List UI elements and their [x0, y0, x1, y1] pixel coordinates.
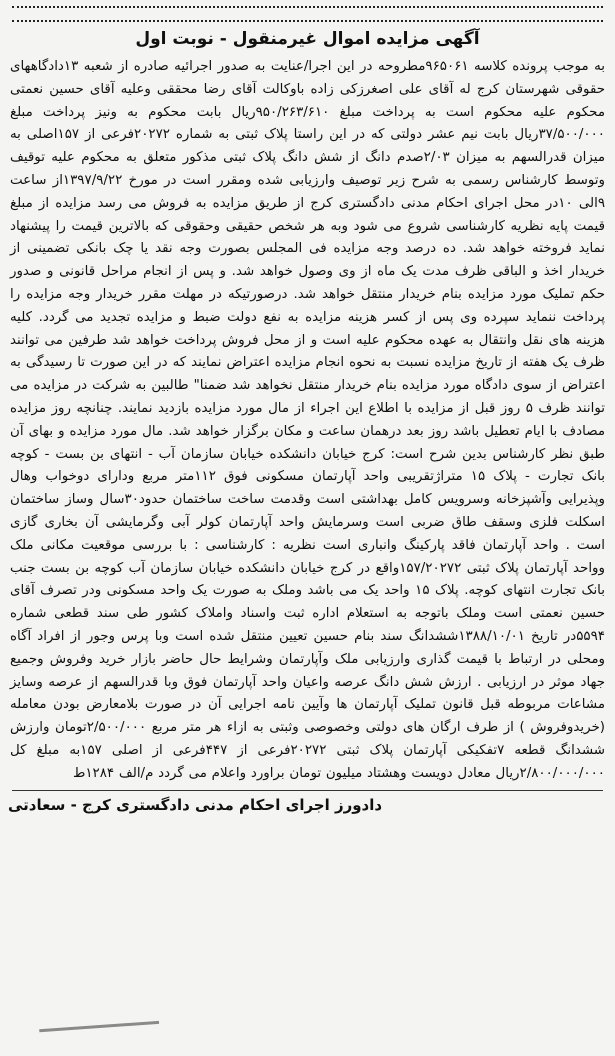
notice-body: به موجب پرونده کلاسه ۹۶۵۰۶۱مطروحه در این اجرا/عنایت به صدور اجرائیه صادره از شعبه ۱۳دادگاههای حقوقی شهرستان کرج له آقای علی اصغرزکی زاده باوکالت آقای رضا محققی وعلیه آقای حسین نعمتی محکوم علیه محکوم است به پرداخت مبلغ ۹۵۰/۲۶۳/۶۱۰ریال بابت محکوم به ونیز پرداخت مبلغ ۳۷/۵۰۰/۰۰۰ریال بابت نیم عشر دولتی که در این راستا پلاک ثبتی به شماره ۲۰۲۷۲فرعی از ۱۵۷اصلی به میزان قدرالسهم به میزان ۲/۰۳صدم دانگ از شش دانگ پلاک ثبتی مذکور متعلق به محکوم علیه توقیف وتوسط کارشناس رسمی به شرح زیر توصیف وارزیابی شده ومقرر است در مورخ ۱۳۹۷/۹/۲۲از ساعت ۹الی ۱۰در محل اجرای احکام مدنی دادگستری کرج از طریق مزایده به فروش می رسد مزایده از مبلغ قیمت پایه نظریه کارشناسی شروع می شود وبه هر شخص حقیقی وحقوقی که بالاترین قیمت را پیشنهاد نماید فروخته خواهد شد. ده درصد وجه مزایده فی المجلس بصورت وجه نقد یا چک بانکی تضمینی از خریدار اخذ و الباقی ظرف مدت یک ماه از وی وصول خواهد شد. و پس از انجام مراحل قانونی و صدور حکم تملیک مورد مزایده بنام خریدار منتقل خواهد شد. درصورتیکه در مهلت مقرر خریدار وجه مزایده را پرداخت ننماید سپرده وی پس از کسر هزینه مزایده به نفع دولت ضبط و مزایده تجدید می گردد. کلیه هزینه های نقل وانتقال به عهده محکوم علیه است و از محل فروش پرداخت خواهد شد طرفین می توانند ظرف یک هفته از تاریخ مزایده نسبت به نحوه انجام مزایده اعتراض نمایند که در این صورت تا رسیدگی به اعتراض از سوی دادگاه مورد مزایده بنام خریدار منتقل نخواهد شد ضمنا" طالبین به شرکت در مزایده می توانند ظرف ۵ روز قبل از مزایده با اطلاع این اجراء از مال مورد مزایده بازدید نمایند. چنانچه روز مزایده مصادف با ایام تعطیل باشد روز بعد درهمان ساعت و مکان برگزار خواهد شد. مال مورد مزایده و بهای آن طبق نظر کارشناس بدین شرح است: کرج خیابان دانشکده خیابان سازمان آب - انتهای بن بست - کوچه بانک تجارت - پلاک ۱۵ متراژتقریبی واحد آپارتمان مسکونی فوق ۱۱۲متر مربع ودارای دوخواب وهال وپذیرایی وآشپزخانه وسرویس کامل بهداشتی است وقدمت ساخت ساختمان حدود۳۰سال وساز ساختمان اسکلت فلزی وسقف طاق ضربی است وسرمایش واحد آپارتمان کولر آبی وگرمایشی آن بخاری گازی است . واحد آپارتمان فاقد پارکینگ وانباری است نظریه : کارشناسی : با بررسی موقعیت مکانی ملک وواحد آپارتمان پلاک ثبتی ۱۵۷/۲۰۲۷۲واقع در کرج خیابان دانشکده خیابان سازمان آب کوچه بن بست جنب بانک تجارت انتهای کوچه. پلاک ۱۵ واحد یک می باشد وملک به صورت یک واحد مسکونی ودر تصرف آقای حسین نعمتی است وملک باتوجه به استعلام اداره ثبت واسناد واملاک کشور طی سند قطعی شماره ۵۵۹۴در تاریخ ۱۳۸۸/۱۰/۰۱ششدانگ سند بنام حسین تعیین منتقل شده است وبا پرس وجور از افراد آگاه ومحلی در ارتباط با قیمت گذاری وارزیابی ملک وآپارتمان وشرایط حال حاضر بازار خرید وفروش وجمیع جهاد موثر در ارزیابی . ارزش شش دانگ عرصه واعیان واحد آپارتمان فوق وبا قدرالسهم از عرصه وسایز مشاعات مربوطه قبل قانون تملیک آپارتمان ها وآیین نامه اجرایی آن در صورت بلامعارض بودن معامله (خریدوفروش ) از طرف ارگان های دولتی وخصوصی وثبتی به ازاء هر متر مربع ۲/۵۰۰/۰۰۰تومان وارزش ششدانگ قطعه ۷تفکیکی آپارتمان پلاک ثبتی ۲۰۲۷۲فرعی از ۴۴۷فرعی از اصلی ۱۵۷به مبلغ کل ۲/۸۰۰/۰۰۰/۰۰۰ریال معادل دویست وهشتاد میلیون تومان براورد واعلام می گردد م/الف ۱۲۸۴ط: [10, 59, 606, 781]
notice-signature: دادورز اجرای احکام مدنی دادگستری کرج - سعادتی: [8, 795, 383, 814]
signature-stroke: [39, 1021, 161, 1056]
notice-title: آگهی مزایده اموال غیرمنقول - نوبت اول: [135, 29, 480, 49]
top-dotted-border: [12, 6, 603, 22]
